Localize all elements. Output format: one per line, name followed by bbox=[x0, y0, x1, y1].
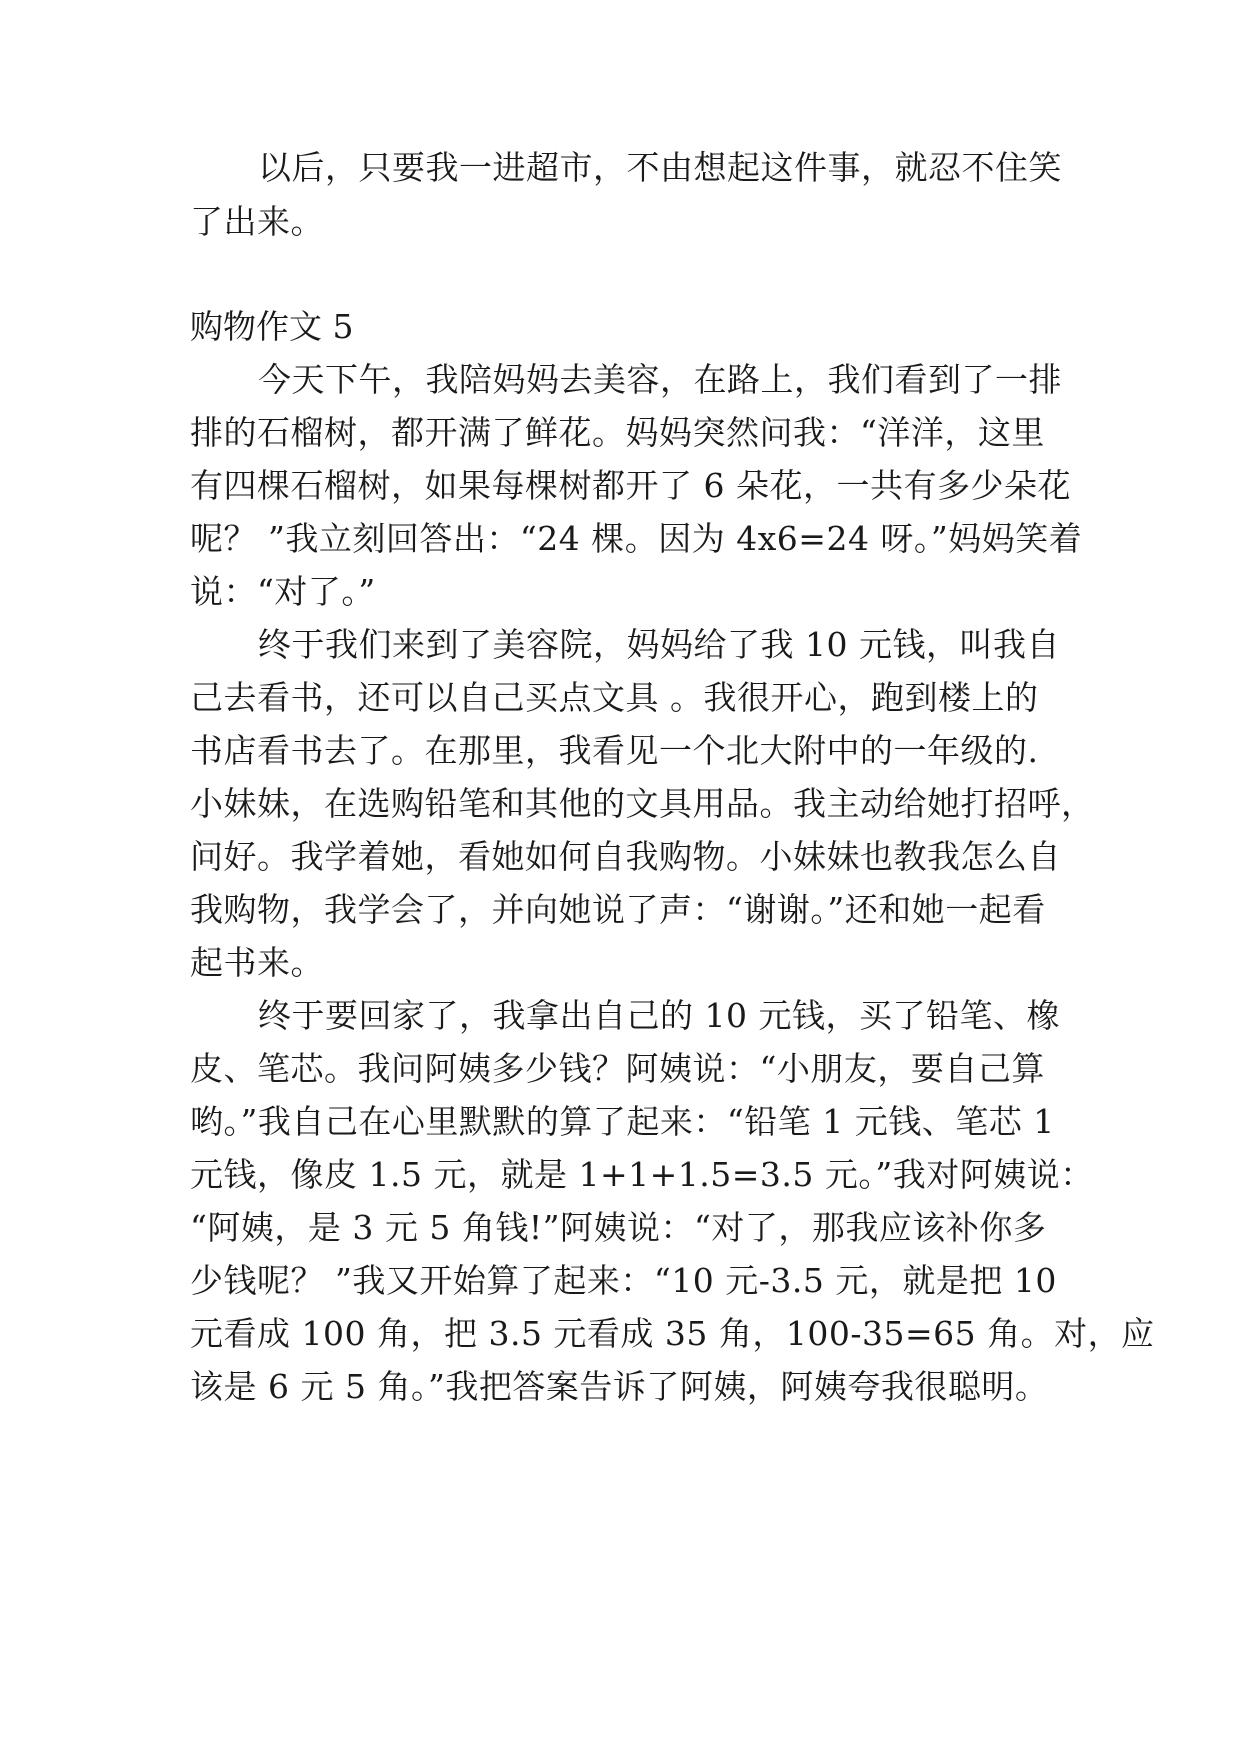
paragraph-2-line: 我购物，我学会了，并向她说了声：“谢谢。”还和她一起看 bbox=[190, 890, 1046, 929]
paragraph-3-line: 皮、笔芯。我问阿姨多少钱？阿姨说：“小朋友，要自己算 bbox=[190, 1049, 1045, 1088]
intro-line-2: 了出来。 bbox=[190, 202, 324, 241]
paragraph-3-line: 哟。”我自己在心里默默的算了起来：“铅笔 1 元钱、笔芯 1 bbox=[190, 1102, 1055, 1141]
paragraph-2-line: 问好。我学着她，看她如何自我购物。小妹妹也教我怎么自 bbox=[190, 837, 1061, 876]
paragraph-1-line: 有四棵石榴树，如果每棵树都开了 6 朵花，一共有多少朵花 bbox=[190, 466, 1071, 505]
paragraph-3-line: 元钱，像皮 1.5 元，就是 1+1+1.5=3.5 元。”我对阿姨说： bbox=[190, 1155, 1094, 1194]
paragraph-3-line: 终于要回家了，我拿出自己的 10 元钱，买了铅笔、橡 bbox=[258, 996, 1060, 1035]
paragraph-2-line: 终于我们来到了美容院，妈妈给了我 10 元钱，叫我自 bbox=[258, 625, 1060, 664]
paragraph-1-line: 说：“对了。” bbox=[190, 572, 376, 611]
paragraph-3-line: 元看成 100 角，把 3.5 元看成 35 角，100-35=65 角。对，应 bbox=[190, 1314, 1155, 1353]
intro-line-1: 以后，只要我一进超市，不由想起这件事，就忍不住笑 bbox=[258, 148, 1062, 187]
paragraph-2-line: 书店看书去了。在那里，我看见一个北大附中的一年级的. bbox=[190, 731, 1039, 770]
paragraph-2-line: 己去看书，还可以自己买点文具 。我很开心，跑到楼上的 bbox=[190, 678, 1039, 717]
paragraph-3-line: 该是 6 元 5 角。”我把答案告诉了阿姨，阿姨夸我很聪明。 bbox=[190, 1367, 1049, 1406]
paragraph-3-line: “阿姨，是 3 元 5 角钱!”阿姨说：“对了，那我应该补你多 bbox=[190, 1208, 1047, 1247]
paragraph-1-line: 排的石榴树，都开满了鲜花。妈妈突然问我：“洋洋，这里 bbox=[190, 413, 1045, 452]
essay-title: 购物作文 5 bbox=[190, 307, 354, 346]
paragraph-3-line: 少钱呢？ ”我又开始算了起来：“10 元-3.5 元，就是把 10 bbox=[190, 1261, 1057, 1300]
paragraph-2-line: 起书来。 bbox=[190, 943, 324, 982]
paragraph-1-line: 呢？ ”我立刻回答出：“24 棵。因为 4x6=24 呀。”妈妈笑着 bbox=[190, 519, 1083, 558]
paragraph-2-line: 小妹妹，在选购铅笔和其他的文具用品。我主动给她打招呼， bbox=[190, 784, 1095, 823]
paragraph-1-line: 今天下午，我陪妈妈去美容，在路上，我们看到了一排 bbox=[258, 360, 1062, 399]
